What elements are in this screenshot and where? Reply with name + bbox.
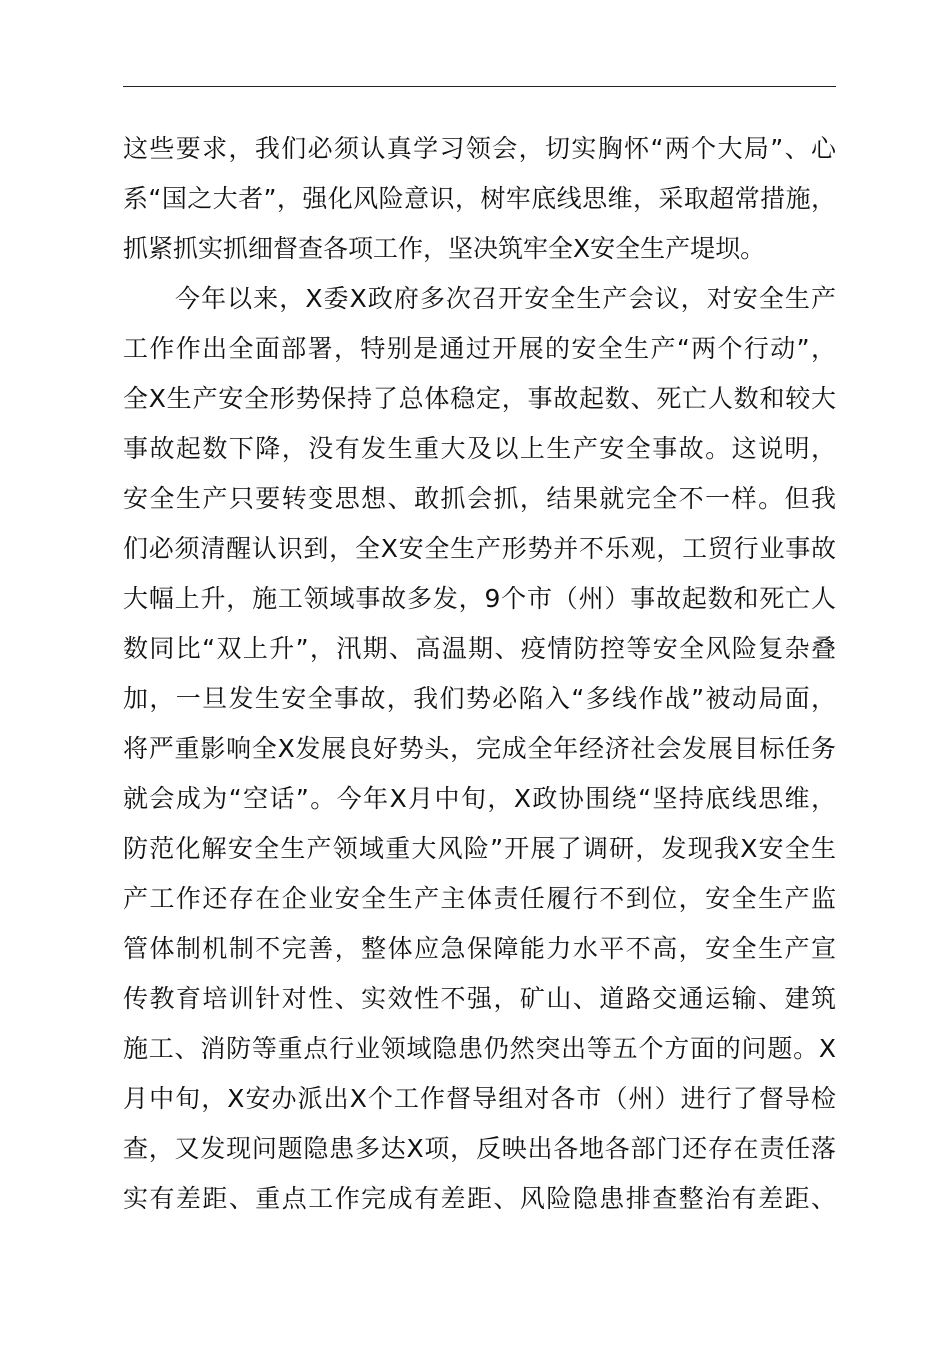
text-line: 加，一旦发生安全事故，我们势必陷入“多线作战”被动局面，: [123, 684, 836, 713]
text-line: 产工作还存在企业安全生产主体责任履行不到位，安全生产监: [123, 884, 836, 913]
text-line: 就会成为“空话”。今年X月中旬，X政协围绕“坚持底线思维，: [123, 784, 836, 813]
text-line: 管体制机制不完善，整体应急保障能力水平不高，安全生产宣: [123, 934, 836, 963]
text-line: 传教育培训针对性、实效性不强，矿山、道路交通运输、建筑: [123, 984, 836, 1013]
text-line: 系“国之大者”，强化风险意识，树牢底线思维，采取超常措施，: [123, 184, 836, 213]
text-line: 这些要求，我们必须认真学习领会，切实胸怀“两个大局”、心: [123, 134, 836, 163]
text-line: 们必须清醒认识到，全X安全生产形势并不乐观，工贸行业事故: [123, 534, 836, 563]
header-rule: [123, 86, 836, 87]
text-line: 查，又发现问题隐患多达X项，反映出各地各部门还存在责任落: [123, 1134, 836, 1163]
text-line: 大幅上升，施工领域事故多发，9个市（州）事故起数和死亡人: [123, 584, 836, 613]
text-line: 工作作出全面部署，特别是通过开展的安全生产“两个行动”，: [123, 334, 836, 363]
text-line: 将严重影响全X发展良好势头，完成全年经济社会发展目标任务: [123, 734, 836, 763]
text-line: 全X生产安全形势保持了总体稳定，事故起数、死亡人数和较大: [123, 384, 836, 413]
text-line: 月中旬，X安办派出X个工作督导组对各市（州）进行了督导检: [123, 1084, 836, 1113]
text-line: 数同比“双上升”，汛期、高温期、疫情防控等安全风险复杂叠: [123, 634, 836, 663]
text-line: 安全生产只要转变思想、敢抓会抓，结果就完全不一样。但我: [123, 484, 836, 513]
text-line: 施工、消防等重点行业领域隐患仍然突出等五个方面的问题。X: [123, 1034, 836, 1063]
text-line: 实有差距、重点工作完成有差距、风险隐患排查整治有差距、: [123, 1184, 836, 1213]
text-line: 事故起数下降，没有发生重大及以上生产安全事故。这说明，: [123, 434, 836, 463]
text-line: 抓紧抓实抓细督查各项工作，坚决筑牢全X安全生产堤坝。: [123, 234, 766, 263]
body-text: [123, 124, 836, 1224]
text-line: 防范化解安全生产领域重大风险”开展了调研，发现我X安全生: [123, 834, 836, 863]
text-line: 今年以来，X委X政府多次召开安全生产会议，对安全生产: [175, 284, 836, 313]
